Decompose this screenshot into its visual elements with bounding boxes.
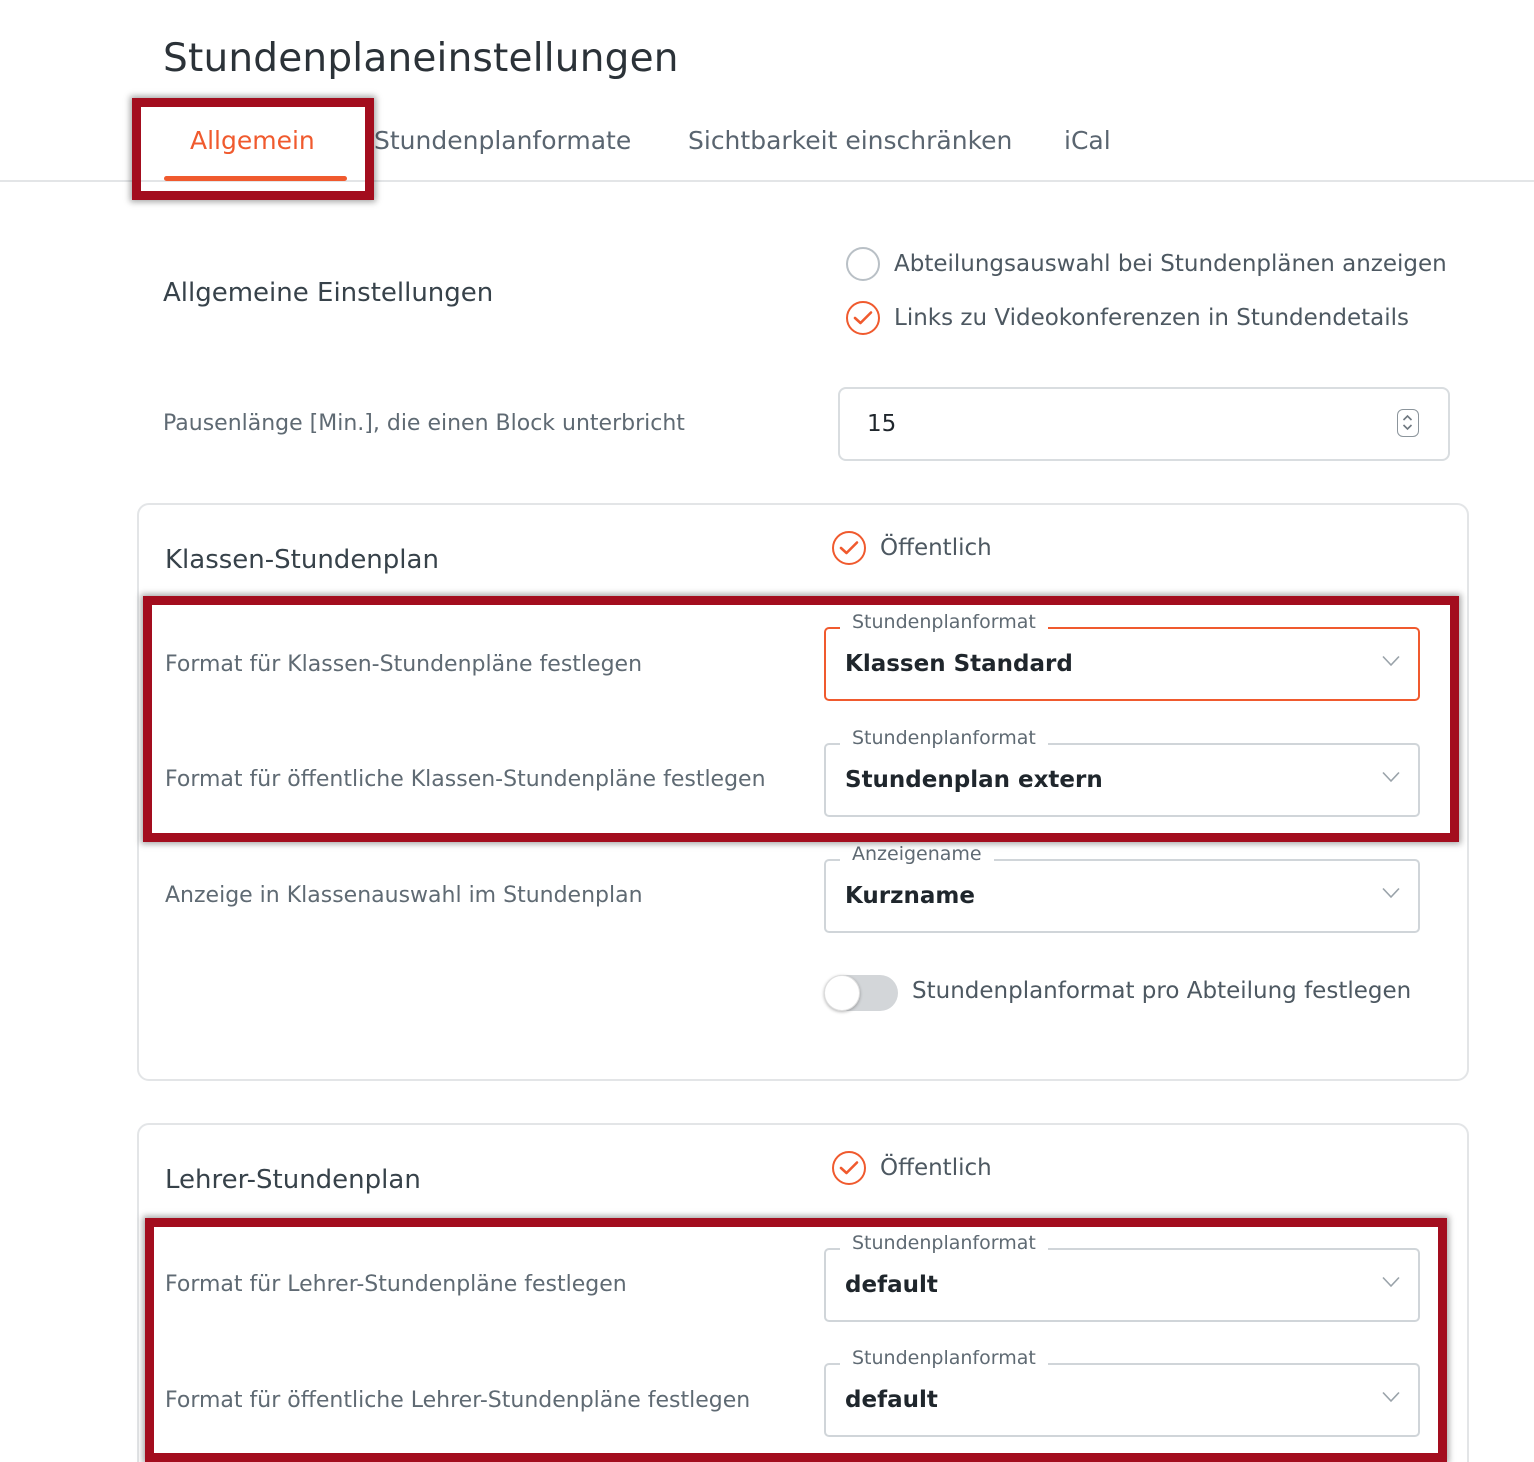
tab-ical[interactable]: iCal <box>1064 126 1111 155</box>
class-public-label: Öffentlich <box>880 535 992 561</box>
per-department-label: Stundenplanformat pro Abteilung festlegen <box>912 978 1412 1004</box>
chevron-down-icon <box>1382 1276 1400 1288</box>
class-display-label: Anzeige in Klassenauswahl im Stundenplan <box>165 883 643 908</box>
class-format-select[interactable] <box>824 611 1420 701</box>
teacher-public-option[interactable] <box>832 1151 992 1185</box>
teacher-format-label: Format für Lehrer-Stundenpläne festlegen <box>165 1272 627 1297</box>
chevron-down-icon <box>1382 655 1400 667</box>
pause-length-value: 15 <box>867 411 897 437</box>
teacher-public-format-label: Format für öffentliche Lehrer-Stundenpläne festlegen <box>165 1388 751 1413</box>
teacher-timetable-title: Lehrer-Stundenplan <box>165 1165 421 1195</box>
general-settings-title: Allgemeine Einstellungen <box>163 278 494 308</box>
pause-length-label: Pausenlänge [Min.], die einen Block unterbricht <box>163 411 685 436</box>
check-circle-icon[interactable] <box>832 531 866 565</box>
active-tab-indicator <box>164 176 347 181</box>
class-public-option[interactable] <box>832 531 992 565</box>
teacher-public-label: Öffentlich <box>880 1155 992 1181</box>
class-timetable-title: Klassen-Stundenplan <box>165 545 439 575</box>
tab-bar <box>0 110 1534 182</box>
department-selection-label: Abteilungsauswahl bei Stundenplänen anzeigen <box>894 251 1447 277</box>
pause-length-input[interactable] <box>838 387 1450 461</box>
class-public-format-value: Stundenplan extern <box>845 767 1103 793</box>
chevron-down-icon <box>1382 1391 1400 1403</box>
tab-stundenplanformate[interactable]: Stundenplanformate <box>374 126 632 155</box>
teacher-public-format-value: default <box>845 1387 938 1413</box>
video-links-option[interactable] <box>846 301 1409 335</box>
chevron-down-icon <box>1382 771 1400 783</box>
teacher-format-select[interactable] <box>824 1232 1420 1322</box>
unchecked-circle-icon[interactable] <box>846 247 880 281</box>
class-display-value: Kurzname <box>845 883 975 909</box>
check-circle-icon[interactable] <box>832 1151 866 1185</box>
class-format-value: Klassen Standard <box>845 651 1073 677</box>
class-public-format-legend: Stundenplanformat <box>840 727 1048 749</box>
class-format-label: Format für Klassen-Stundenpläne festlegen <box>165 652 643 677</box>
chevron-down-icon <box>1382 887 1400 899</box>
tab-sichtbarkeit[interactable]: Sichtbarkeit einschränken <box>688 126 1013 155</box>
class-public-format-label: Format für öffentliche Klassen-Stundenpläne festlegen <box>165 767 766 792</box>
class-display-legend: Anzeigename <box>840 843 994 865</box>
teacher-format-value: default <box>845 1272 938 1298</box>
per-department-toggle[interactable] <box>824 975 898 1011</box>
tab-allgemein[interactable]: Allgemein <box>190 126 315 155</box>
teacher-public-format-legend: Stundenplanformat <box>840 1347 1048 1369</box>
teacher-format-legend: Stundenplanformat <box>840 1232 1048 1254</box>
class-public-format-select[interactable] <box>824 727 1420 817</box>
video-links-label: Links zu Videokonferenzen in Stundendetails <box>894 305 1409 331</box>
page-title: Stundenplaneinstellungen <box>163 36 679 81</box>
class-format-legend: Stundenplanformat <box>840 611 1048 633</box>
teacher-public-format-select[interactable] <box>824 1347 1420 1437</box>
class-display-select[interactable] <box>824 843 1420 933</box>
toggle-knob <box>824 975 860 1011</box>
spinner-icon[interactable] <box>1397 409 1419 437</box>
department-selection-option[interactable] <box>846 247 1447 281</box>
check-circle-icon[interactable] <box>846 301 880 335</box>
